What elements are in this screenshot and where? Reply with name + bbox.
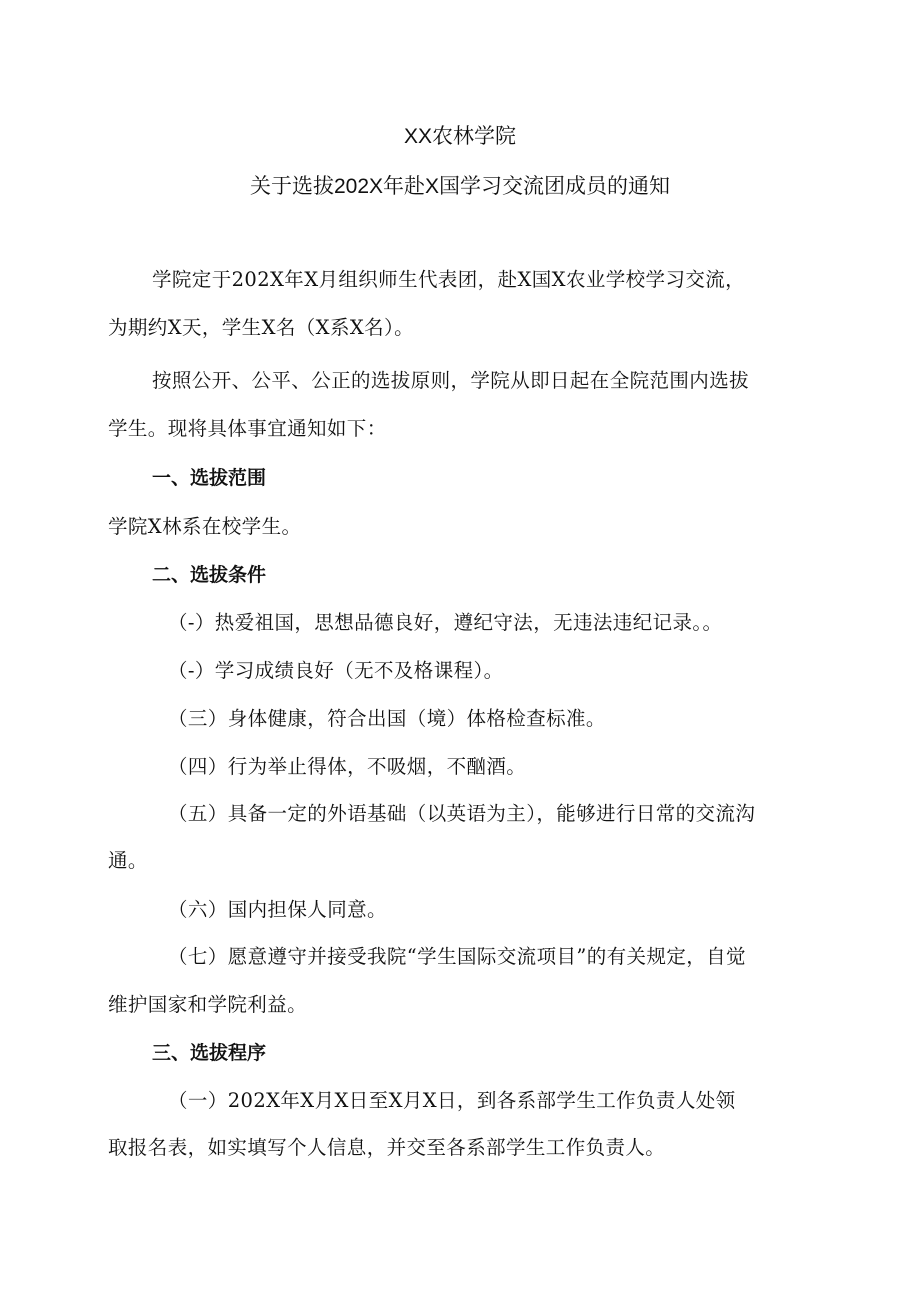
- procedure-item-1-line-2: 取报名表，如实填写个人信息，并交至各系部学生工作负责人。: [108, 1136, 666, 1159]
- document-title-subject: 关于选拔202X年赴X国学习交流团成员的通知: [249, 175, 671, 198]
- condition-item-4: （四）行为举止得体，不吸烟，不酗酒。: [168, 755, 527, 778]
- section-heading-procedure: 三、选拔程序: [152, 1042, 267, 1064]
- condition-item-2: （-）学习成绩良好（无不及格课程）。: [168, 659, 504, 682]
- section-heading-conditions: 二、选拔条件: [152, 564, 267, 586]
- intro-paragraph-1-line-2: 为期约X天，学生X名（X系X名）。: [108, 316, 415, 339]
- condition-item-6: （六）国内担保人同意。: [168, 898, 387, 921]
- condition-item-7-line-2: 维护国家和学院利益。: [108, 993, 308, 1016]
- condition-item-5-line-2: 通。: [108, 849, 148, 872]
- condition-item-7-line-1: （七）愿意遵守并接受我院“学生国际交流项目”的有关规定，自觉: [168, 945, 746, 968]
- condition-item-3: （三）身体健康，符合出国（境）体格检查标准。: [168, 707, 606, 730]
- condition-item-5-line-1: （五）具备一定的外语基础（以英语为主），能够进行日常的交流沟: [168, 802, 756, 825]
- condition-item-1: （-）热爱祖国，思想品德良好，遵纪守法，无违法违纪记录。。: [168, 611, 723, 634]
- intro-paragraph-2-line-1: 按照公开、公平、公正的选拔原则，学院从即日起在全院范围内选拔: [152, 369, 750, 392]
- document-title-org: XX农林学院: [403, 125, 516, 148]
- section-scope-text: 学院X林系在校学生。: [108, 515, 302, 538]
- procedure-item-1-line-1: （一）202X年X月X日至X月X日，到各系部学生工作负责人处领: [168, 1089, 736, 1112]
- section-heading-scope: 一、选拔范围: [152, 467, 267, 489]
- intro-paragraph-1-line-1: 学院定于202X年X月组织师生代表团，赴X国X农业学校学习交流，: [152, 268, 746, 291]
- intro-paragraph-2-line-2: 学生。现将具体事宜通知如下：: [108, 417, 387, 440]
